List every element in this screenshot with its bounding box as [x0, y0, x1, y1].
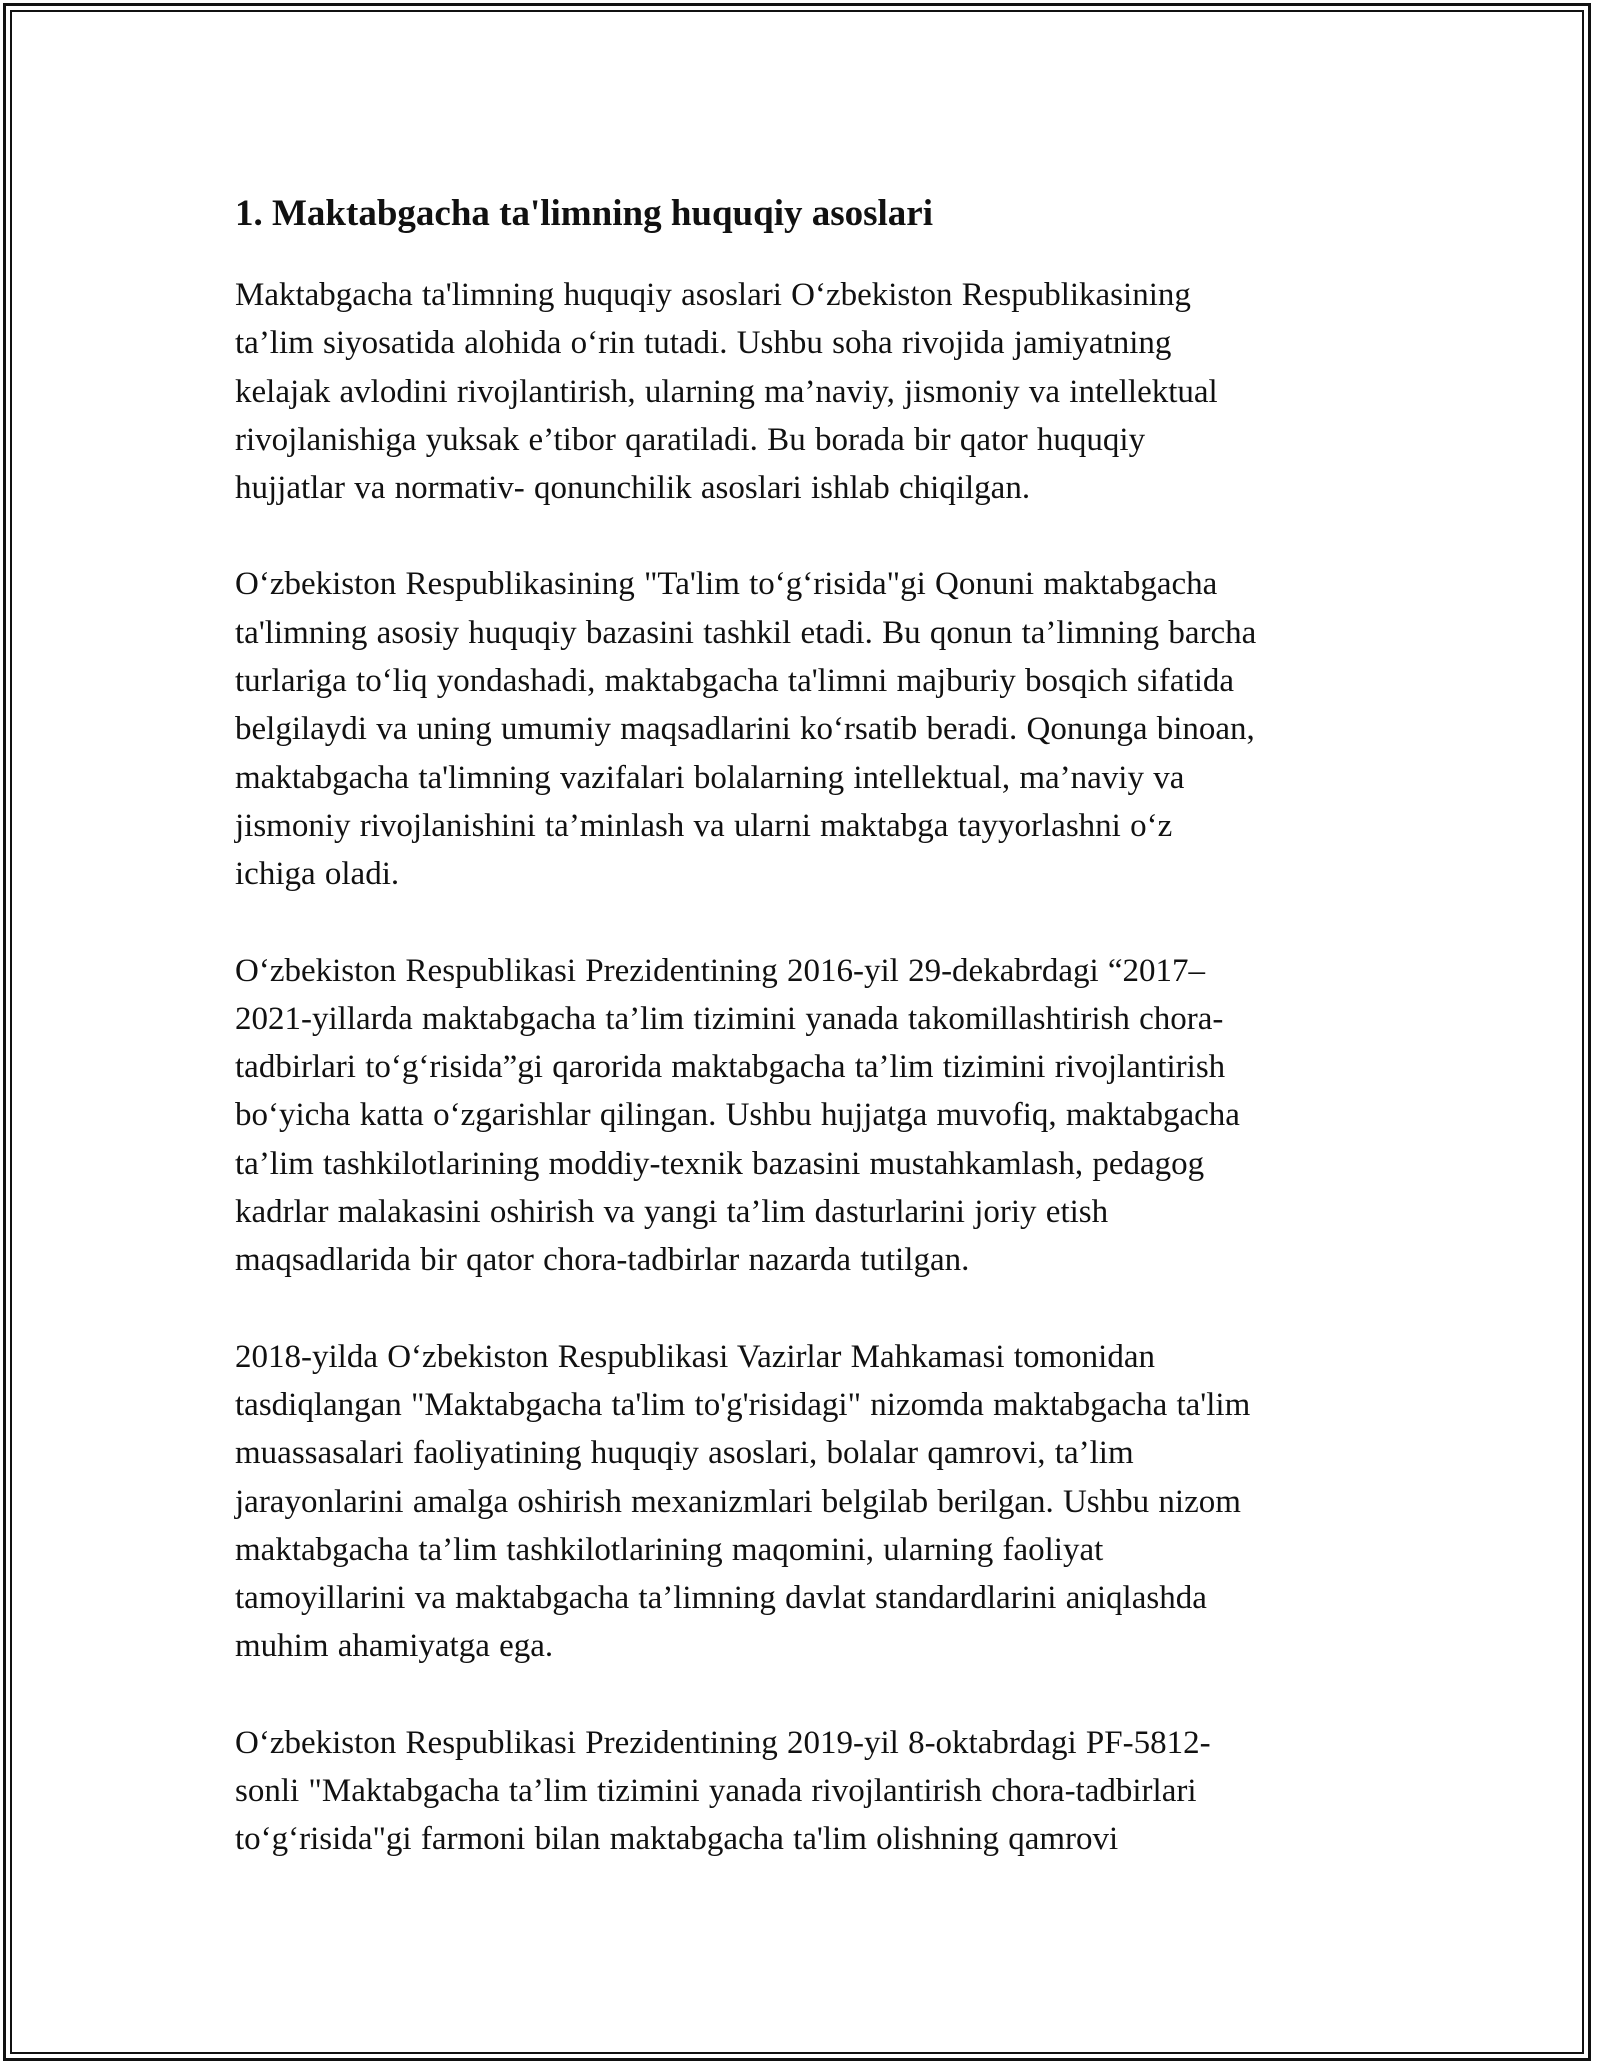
paragraph-line: 2021-yillarda maktabgacha ta’lim tizimini yanada takomillashtirish chora- [235, 1000, 1224, 1037]
paragraph-line: O‘zbekiston Respublikasi Prezidentining 2016-yil 29-dekabrdagi “2017– [235, 952, 1206, 989]
paragraph-line: O‘zbekiston Respublikasi Prezidentining 2019-yil 8-oktabrdagi PF-5812- [235, 1724, 1211, 1761]
paragraph-line: tamoyillarini va maktabgacha ta’limning davlat standardlarini aniqlashda [235, 1580, 1207, 1617]
paragraph-line: hujjatlar va normativ- qonunchilik asoslari ishlab chiqilgan. [235, 470, 1031, 507]
paragraph-line: O‘zbekiston Respublikasining "Ta'lim to‘g‘risida"gi Qonuni maktabgacha [235, 566, 1218, 603]
paragraph-5 [235, 1719, 1365, 1864]
paragraph-2 [235, 560, 1365, 898]
paragraph-line: belgilaydi va uning umumiy maqsadlarini ko‘rsatib beradi. Qonunga binoan, [235, 711, 1255, 748]
paragraph-line: ta’lim siyosatida alohida o‘rin tutadi. Ushbu soha rivojida jamiyatning [235, 325, 1172, 362]
paragraph-1 [235, 271, 1365, 512]
paragraph-line: maktabgacha ta’lim tashkilotlarining maqomini, ularning faoliyat [235, 1531, 1104, 1568]
paragraph-line: kelajak avlodini rivojlantirish, ularning ma’naviy, jismoniy va intellektual [235, 373, 1218, 410]
paragraph-4 [235, 1333, 1365, 1671]
paragraph-line: tasdiqlangan "Maktabgacha ta'lim to'g'risidagi" nizomda maktabgacha ta'lim [235, 1386, 1251, 1423]
paragraph-line: muassasalari faoliyatining huquqiy asoslari, bolalar qamrovi, ta’lim [235, 1435, 1134, 1472]
paragraph-line: jarayonlarini amalga oshirish mexanizmlari belgilab berilgan. Ushbu nizom [235, 1483, 1241, 1520]
paragraph-line: sonli "Maktabgacha ta’lim tizimini yanada rivojlantirish chora-tadbirlari [235, 1773, 1197, 1810]
paragraph-line: ichiga oladi. [235, 856, 400, 893]
paragraph-3 [235, 947, 1365, 1285]
paragraph-line: ta'limning asosiy huquqiy bazasini tashkil etadi. Bu qonun ta’limning barcha [235, 614, 1257, 651]
document-body [235, 185, 1365, 1912]
paragraph-line: rivojlanishiga yuksak e’tibor qaratiladi. Bu borada bir qator huquqiy [235, 421, 1146, 458]
paragraph-line: turlariga to‘liq yondashadi, maktabgacha ta'limni majburiy bosqich sifatida [235, 663, 1235, 700]
paragraph-line: jismoniy rivojlanishini ta’minlash va ularni maktabga tayyorlashni o‘z [235, 807, 1173, 844]
paragraph-line: kadrlar malakasini oshirish va yangi ta’lim dasturlarini joriy etish [235, 1194, 1109, 1231]
paragraph-line: ta’lim tashkilotlarining moddiy-texnik bazasini mustahkamlash, pedagog [235, 1145, 1205, 1182]
paragraph-line: 2018-yilda O‘zbekiston Respublikasi Vazirlar Mahkamasi tomonidan [235, 1338, 1155, 1375]
paragraph-line: maqsadlarida bir qator chora-tadbirlar nazarda tutilgan. [235, 1242, 970, 1279]
paragraph-line: to‘g‘risida"gi farmoni bilan maktabgacha ta'lim olishning qamrovi [235, 1821, 1119, 1858]
paragraph-line: bo‘yicha katta o‘zgarishlar qilingan. Ushbu hujjatga muvofiq, maktabgacha [235, 1097, 1240, 1134]
paragraph-line: tadbirlari to‘g‘risida”gi qarorida maktabgacha ta’lim tizimini rivojlantirish [235, 1049, 1226, 1086]
paragraph-line: maktabgacha ta'limning vazifalari bolalarning intellektual, ma’naviy va [235, 759, 1185, 796]
paragraph-line: muhim ahamiyatga ega. [235, 1628, 554, 1665]
section-heading: 1. Maktabgacha ta'limning huquqiy asoslari [235, 193, 934, 234]
paragraph-line: Maktabgacha ta'limning huquqiy asoslari O‘zbekiston Respublikasining [235, 277, 1191, 313]
